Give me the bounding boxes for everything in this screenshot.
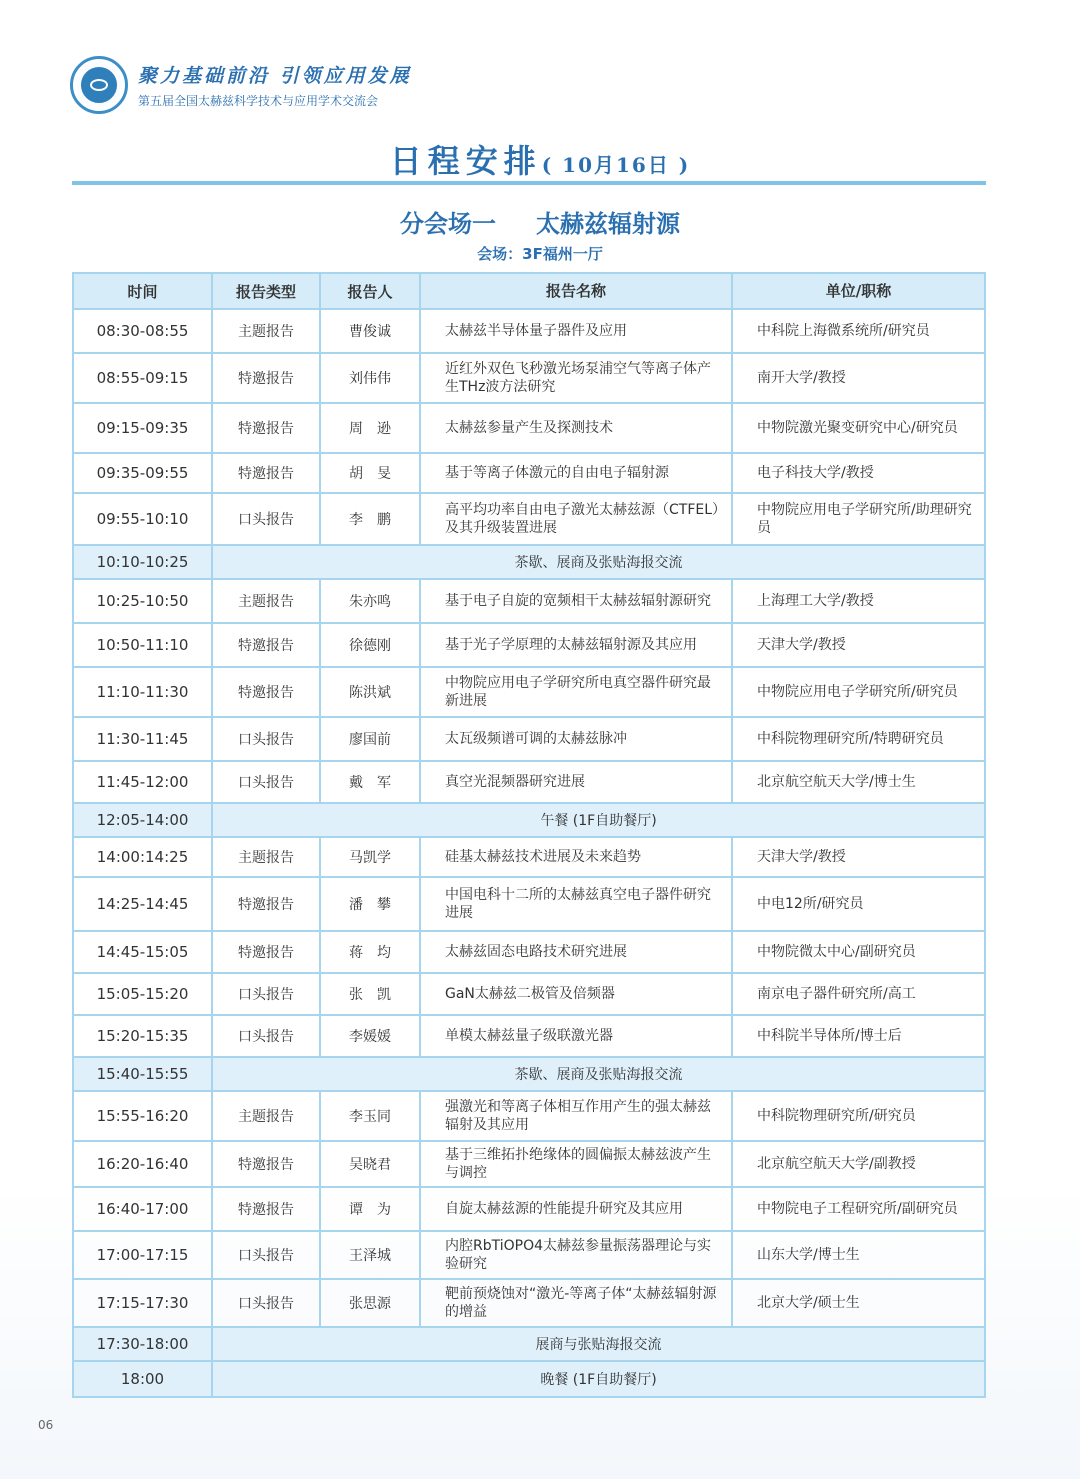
cell-report-type: 口头报告 <box>212 1015 320 1057</box>
table-row <box>73 353 985 403</box>
cell-time: 17:00-17:15 <box>73 1231 212 1279</box>
cell-speaker: 陈洪斌 <box>320 667 420 717</box>
cell-time: 14:45-15:05 <box>73 931 212 973</box>
cell-affiliation: 上海理工大学/教授 <box>732 579 985 623</box>
break-label: 茶歇、展商及张贴海报交流 <box>212 1057 985 1091</box>
cell-report-type: 特邀报告 <box>212 931 320 973</box>
cell-affiliation: 中科院物理研究所/特聘研究员 <box>732 717 985 761</box>
table-row <box>73 877 985 931</box>
table-row <box>73 623 985 667</box>
break-row <box>73 803 985 837</box>
cell-time: 14:25-14:45 <box>73 877 212 931</box>
cell-affiliation: 北京大学/硕士生 <box>732 1279 985 1327</box>
cell-affiliation: 天津大学/教授 <box>732 623 985 667</box>
cell-report-title: 近红外双色飞秒激光场泵浦空气等离子体产生THz波方法研究 <box>420 353 732 403</box>
table-row <box>73 1187 985 1231</box>
table-row <box>73 453 985 493</box>
break-label: 展商与张贴海报交流 <box>212 1327 985 1361</box>
cell-report-title: 高平均功率自由电子激光太赫兹源（CTFEL）及其升级装置进展 <box>420 493 732 545</box>
table-row <box>73 309 985 353</box>
cell-report-title: 太瓦级频谱可调的太赫兹脉冲 <box>420 717 732 761</box>
cell-report-type: 特邀报告 <box>212 1187 320 1231</box>
cell-affiliation: 中科院半导体所/博士后 <box>732 1015 985 1057</box>
cell-affiliation: 中物院应用电子学研究所/助理研究员 <box>732 493 985 545</box>
conference-slogan: 聚力基础前沿 引领应用发展 <box>138 65 412 87</box>
cell-report-title: 基于光子学原理的太赫兹辐射源及其应用 <box>420 623 732 667</box>
cell-speaker: 张思源 <box>320 1279 420 1327</box>
page-title-main: 日程安排 <box>389 142 542 180</box>
cell-report-title: 强激光和等离子体相互作用产生的强太赫兹辐射及其应用 <box>420 1091 732 1141</box>
cell-report-type: 特邀报告 <box>212 877 320 931</box>
cell-report-title: 基于电子自旋的宽频相干太赫兹辐射源研究 <box>420 579 732 623</box>
cell-speaker: 胡 旻 <box>320 453 420 493</box>
break-row <box>73 1327 985 1361</box>
table-row <box>73 973 985 1015</box>
cell-time: 16:40-17:00 <box>73 1187 212 1231</box>
table-row <box>73 717 985 761</box>
cell-speaker: 蒋 均 <box>320 931 420 973</box>
cell-report-type: 主题报告 <box>212 837 320 877</box>
cell-report-type: 主题报告 <box>212 579 320 623</box>
cell-affiliation: 中物院激光聚变研究中心/研究员 <box>732 403 985 453</box>
cell-report-title: 中物院应用电子学研究所电真空器件研究最新进展 <box>420 667 732 717</box>
cell-report-type: 特邀报告 <box>212 403 320 453</box>
break-time: 10:10-10:25 <box>73 545 212 579</box>
conference-header <box>70 56 412 114</box>
cell-report-title: 太赫兹参量产生及探测技术 <box>420 403 732 453</box>
cell-speaker: 王泽城 <box>320 1231 420 1279</box>
cell-affiliation: 中物院微太中心/副研究员 <box>732 931 985 973</box>
cell-speaker: 张 凯 <box>320 973 420 1015</box>
break-time: 12:05-14:00 <box>73 803 212 837</box>
cell-time: 15:05-15:20 <box>73 973 212 1015</box>
break-row <box>73 545 985 579</box>
cell-affiliation: 山东大学/博士生 <box>732 1231 985 1279</box>
cell-speaker: 潘 攀 <box>320 877 420 931</box>
cell-speaker: 周 逊 <box>320 403 420 453</box>
cell-time: 11:30-11:45 <box>73 717 212 761</box>
cell-affiliation: 电子科技大学/教授 <box>732 453 985 493</box>
cell-time: 14:00:14:25 <box>73 837 212 877</box>
session-venue: 会场：3F福州一厅 <box>477 245 603 263</box>
cell-report-title: 内腔RbTiOPO4太赫兹参量振荡器理论与实验研究 <box>420 1231 732 1279</box>
col-header-speaker: 报告人 <box>320 273 420 309</box>
cell-affiliation: 北京航空航天大学/博士生 <box>732 761 985 803</box>
cell-speaker: 廖国前 <box>320 717 420 761</box>
cell-time: 10:25-10:50 <box>73 579 212 623</box>
cell-report-type: 特邀报告 <box>212 353 320 403</box>
title-divider <box>72 181 986 185</box>
page-title <box>0 136 1080 182</box>
table-row <box>73 493 985 545</box>
session-heading <box>0 204 1080 239</box>
cell-report-title: 基于三维拓扑绝缘体的圆偏振太赫兹波产生与调控 <box>420 1141 732 1187</box>
cell-report-type: 特邀报告 <box>212 453 320 493</box>
cell-report-type: 特邀报告 <box>212 1141 320 1187</box>
break-time: 18:00 <box>73 1361 212 1397</box>
cell-time: 09:35-09:55 <box>73 453 212 493</box>
cell-time: 11:10-11:30 <box>73 667 212 717</box>
col-header-title: 报告名称 <box>420 273 732 309</box>
cell-report-type: 口头报告 <box>212 493 320 545</box>
cell-affiliation: 中科院物理研究所/研究员 <box>732 1091 985 1141</box>
cell-time: 09:15-09:35 <box>73 403 212 453</box>
cell-report-title: 基于等离子体激元的自由电子辐射源 <box>420 453 732 493</box>
cell-speaker: 李媛媛 <box>320 1015 420 1057</box>
cell-speaker: 戴 军 <box>320 761 420 803</box>
break-row <box>73 1057 985 1091</box>
cell-speaker: 李 鹏 <box>320 493 420 545</box>
schedule-body <box>73 309 985 1397</box>
cell-time: 15:55-16:20 <box>73 1091 212 1141</box>
table-row <box>73 761 985 803</box>
break-label: 茶歇、展商及张贴海报交流 <box>212 545 985 579</box>
cell-speaker: 朱亦鸣 <box>320 579 420 623</box>
cell-report-title: 硅基太赫兹技术进展及未来趋势 <box>420 837 732 877</box>
page-number: 06 <box>38 1418 54 1432</box>
cell-report-type: 特邀报告 <box>212 667 320 717</box>
cell-report-type: 口头报告 <box>212 1231 320 1279</box>
cell-time: 08:55-09:15 <box>73 353 212 403</box>
cell-speaker: 刘伟伟 <box>320 353 420 403</box>
cell-report-type: 口头报告 <box>212 717 320 761</box>
cell-affiliation: 中物院电子工程研究所/副研究员 <box>732 1187 985 1231</box>
cell-affiliation: 南京电子器件研究所/高工 <box>732 973 985 1015</box>
cell-speaker: 曹俊诚 <box>320 309 420 353</box>
cell-speaker: 徐德刚 <box>320 623 420 667</box>
cell-time: 16:20-16:40 <box>73 1141 212 1187</box>
cell-time: 15:20-15:35 <box>73 1015 212 1057</box>
cell-report-type: 口头报告 <box>212 973 320 1015</box>
table-row <box>73 1141 985 1187</box>
table-row <box>73 931 985 973</box>
col-header-time: 时间 <box>73 273 212 309</box>
cell-time: 17:15-17:30 <box>73 1279 212 1327</box>
break-label: 晚餐 (1F自助餐厅) <box>212 1361 985 1397</box>
cell-report-type: 主题报告 <box>212 309 320 353</box>
cell-report-title: 自旋太赫兹源的性能提升研究及其应用 <box>420 1187 732 1231</box>
cell-report-type: 口头报告 <box>212 761 320 803</box>
cell-affiliation: 北京航空航天大学/副教授 <box>732 1141 985 1187</box>
cell-time: 08:30-08:55 <box>73 309 212 353</box>
cell-report-title: 太赫兹半导体量子器件及应用 <box>420 309 732 353</box>
session-name: 分会场一 <box>400 210 496 238</box>
cell-time: 09:55-10:10 <box>73 493 212 545</box>
cell-report-type: 特邀报告 <box>212 623 320 667</box>
cell-report-type: 口头报告 <box>212 1279 320 1327</box>
table-row <box>73 1091 985 1141</box>
break-time: 17:30-18:00 <box>73 1327 212 1361</box>
cell-time: 11:45-12:00 <box>73 761 212 803</box>
conference-name: 第五届全国太赫兹科学技术与应用学术交流会 <box>138 94 379 108</box>
cell-affiliation: 中物院应用电子学研究所/研究员 <box>732 667 985 717</box>
schedule-table <box>72 272 986 1398</box>
table-row <box>73 1279 985 1327</box>
break-time: 15:40-15:55 <box>73 1057 212 1091</box>
cell-affiliation: 南开大学/教授 <box>732 353 985 403</box>
cell-affiliation: 天津大学/教授 <box>732 837 985 877</box>
table-row <box>73 579 985 623</box>
cell-report-title: 单模太赫兹量子级联激光器 <box>420 1015 732 1057</box>
cell-report-title: GaN太赫兹二极管及倍频器 <box>420 973 732 1015</box>
cell-report-title: 中国电科十二所的太赫兹真空电子器件研究进展 <box>420 877 732 931</box>
table-row <box>73 667 985 717</box>
cell-report-title: 真空光混频器研究进展 <box>420 761 732 803</box>
header-text <box>138 61 412 109</box>
cell-report-title: 靶前预烧蚀对“激光-等离子体“太赫兹辐射源的增益 <box>420 1279 732 1327</box>
cell-speaker: 马凯学 <box>320 837 420 877</box>
table-row <box>73 403 985 453</box>
page-title-date: ( 10月16日 ) <box>541 153 691 177</box>
cell-time: 10:50-11:10 <box>73 623 212 667</box>
col-header-affiliation: 单位/职称 <box>732 273 985 309</box>
session-topic: 太赫兹辐射源 <box>536 210 680 238</box>
table-row <box>73 1015 985 1057</box>
col-header-type: 报告类型 <box>212 273 320 309</box>
cell-speaker: 谭 为 <box>320 1187 420 1231</box>
conference-logo-icon <box>70 56 128 114</box>
table-row <box>73 837 985 877</box>
cell-speaker: 吴晓君 <box>320 1141 420 1187</box>
cell-report-type: 主题报告 <box>212 1091 320 1141</box>
cell-affiliation: 中科院上海微系统所/研究员 <box>732 309 985 353</box>
table-header-row <box>73 273 985 309</box>
cell-report-title: 太赫兹固态电路技术研究进展 <box>420 931 732 973</box>
break-row <box>73 1361 985 1397</box>
table-row <box>73 1231 985 1279</box>
cell-speaker: 李玉同 <box>320 1091 420 1141</box>
cell-affiliation: 中电12所/研究员 <box>732 877 985 931</box>
break-label: 午餐 (1F自助餐厅) <box>212 803 985 837</box>
